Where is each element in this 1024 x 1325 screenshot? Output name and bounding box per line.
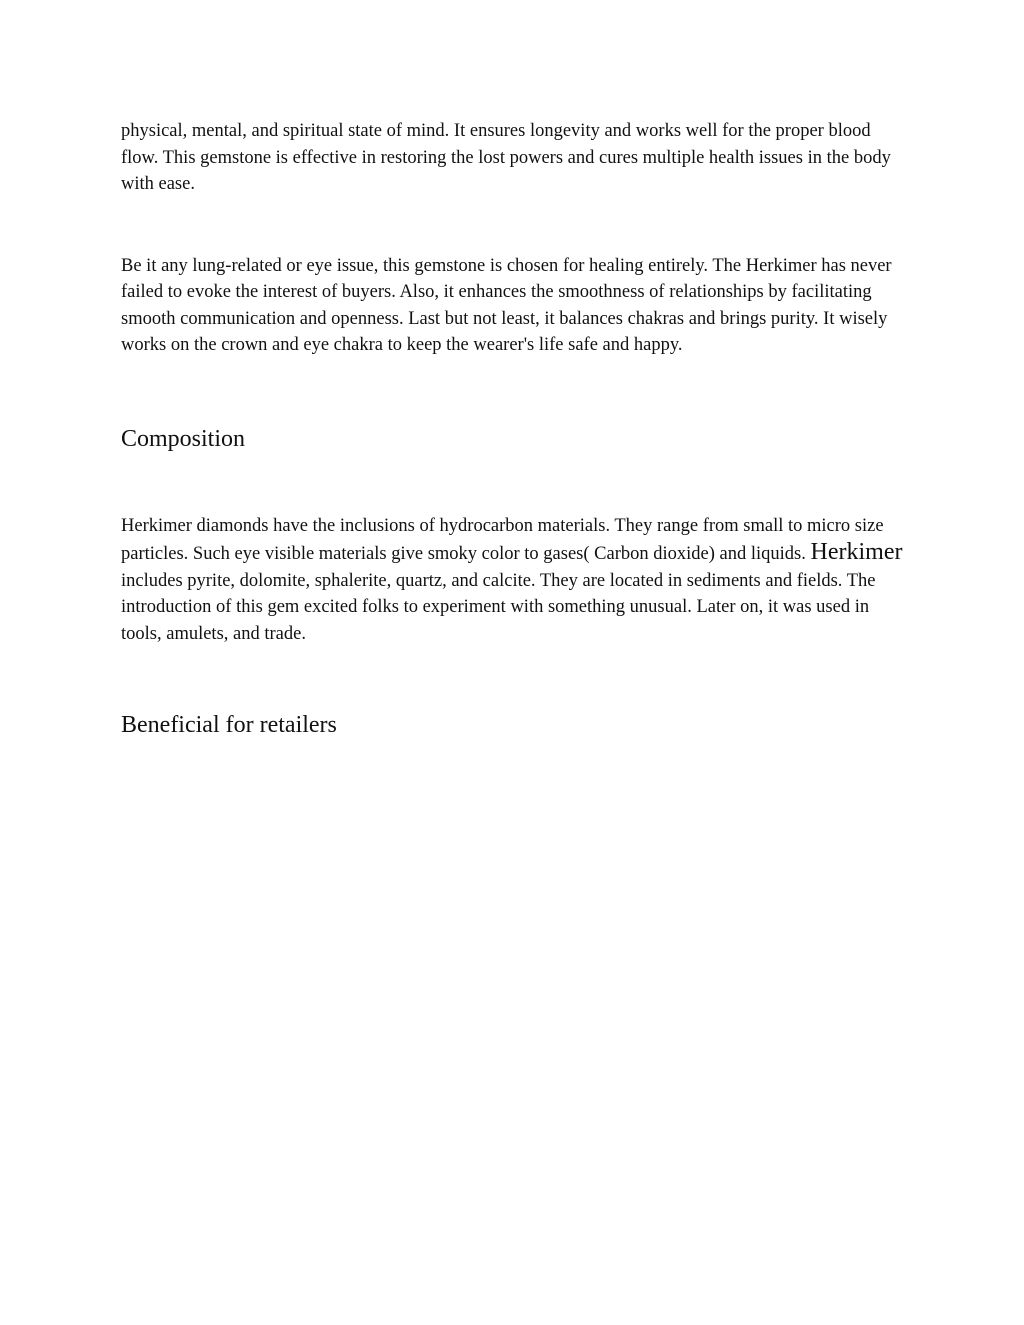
paragraph-composition — [121, 513, 911, 648]
paragraph-health-benefits: physical, mental, and spiritual state of mind. It ensures longevity and works well for the proper blood flow. This gemstone is effective in restoring the lost powers and cures multiple health issues in the body with ease. — [121, 121, 891, 194]
document-body — [121, 118, 911, 741]
paragraph-healing: Be it any lung-related or eye issue, this gemstone is chosen for healing entirely. The Herkimer has never failed to evoke the interest of buyers. Also, it enhances the smoothness of relationships by facilitating smooth communication and openness. Last but not least, it balances chakras and brings purity. It wisely works on the crown and eye chakra to keep the wearer's life safe and happy. — [121, 255, 892, 355]
heading-beneficial-for-retailers: Beneficial for retailers — [121, 712, 337, 738]
paragraph-composition-end: includes pyrite, dolomite, sphalerite, quartz, and calcite. They are located in sediments and fields. The introduction of this gem excited folks to experiment with something unusual. Later on, it was used in tools, amulets, and trade. — [121, 570, 876, 644]
herkimer-emphasis: Herkimer — [810, 539, 903, 565]
paragraph-composition-start: Herkimer diamonds have the inclusions of hydrocarbon materials. They range from small to micro size particles. Such eye visible materials give smoky color to gases( Carbon dioxide) and liquids. — [121, 515, 884, 564]
heading-composition: Composition — [121, 425, 246, 452]
